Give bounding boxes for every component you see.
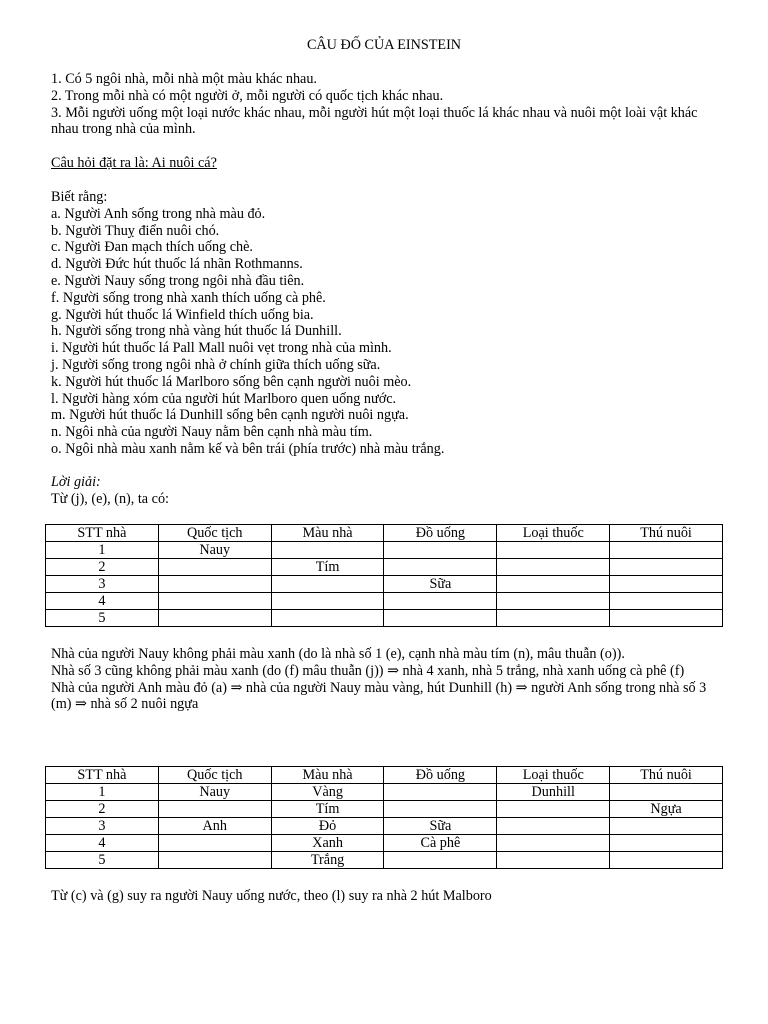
table-cell: Vàng bbox=[271, 784, 384, 801]
reasoning-line: Nhà của người Anh màu đỏ (a) ⇒ nhà của người Nauy màu vàng, hút Dunhill (h) ⇒ người Anh sống trong nhà số 3 bbox=[51, 679, 707, 696]
clue-item: h. Người sống trong nhà vàng hút thuốc lá Dunhill. bbox=[51, 323, 342, 340]
table-cell bbox=[610, 818, 723, 835]
header-cell: Thú nuôi bbox=[610, 525, 723, 542]
table-cell bbox=[610, 593, 723, 610]
conclusion-text: Từ (c) và (g) suy ra người Nauy uống nước, theo (l) suy ra nhà 2 hút Malboro bbox=[51, 888, 492, 904]
clue-item: j. Người sống trong ngôi nhà ở chính giữa thích uống sữa. bbox=[51, 356, 381, 373]
table-cell: Anh bbox=[158, 818, 271, 835]
table-cell bbox=[610, 559, 723, 576]
table-cell: Tím bbox=[271, 801, 384, 818]
clue-item: a. Người Anh sống trong nhà màu đỏ. bbox=[51, 205, 266, 222]
table-cell: Xanh bbox=[271, 835, 384, 852]
table-cell bbox=[271, 576, 384, 593]
reasoning-line: (m) ⇒ nhà số 2 nuôi ngựa bbox=[51, 696, 199, 713]
clue-item: m. Người hút thuốc lá Dunhill sống bên cạnh người nuôi ngựa. bbox=[51, 407, 409, 424]
table-partial-solution bbox=[45, 766, 723, 869]
table-row bbox=[46, 818, 723, 835]
table-cell bbox=[384, 852, 497, 869]
table-cell bbox=[384, 593, 497, 610]
table-cell: 1 bbox=[46, 784, 159, 801]
table-cell bbox=[158, 835, 271, 852]
table-row bbox=[46, 852, 723, 869]
table-row bbox=[46, 784, 723, 801]
header-cell: Màu nhà bbox=[271, 525, 384, 542]
solution-intro: Từ (j), (e), (n), ta có: bbox=[51, 490, 169, 507]
table-cell bbox=[610, 542, 723, 559]
header-cell: Đồ uống bbox=[384, 525, 497, 542]
table-cell bbox=[610, 784, 723, 801]
table-cell: Dunhill bbox=[497, 784, 610, 801]
table-cell bbox=[158, 852, 271, 869]
table-cell bbox=[158, 576, 271, 593]
table-header-row bbox=[46, 525, 723, 542]
table-cell bbox=[384, 610, 497, 627]
table-initial-grid bbox=[45, 524, 723, 627]
table-cell: Tím bbox=[271, 559, 384, 576]
table-cell: Ngựa bbox=[610, 801, 723, 818]
table-cell bbox=[497, 542, 610, 559]
table-cell bbox=[271, 610, 384, 627]
table-cell bbox=[158, 559, 271, 576]
header-cell: Thú nuôi bbox=[610, 767, 723, 784]
header-cell: Loại thuốc bbox=[497, 525, 610, 542]
clue-item: i. Người hút thuốc lá Pall Mall nuôi vẹt trong nhà của mình. bbox=[51, 340, 392, 357]
table-row bbox=[46, 559, 723, 576]
table-cell bbox=[497, 835, 610, 852]
reasoning-paragraphs bbox=[51, 646, 717, 713]
table-cell bbox=[610, 835, 723, 852]
header-cell: Quốc tịch bbox=[158, 525, 271, 542]
table-cell: 3 bbox=[46, 576, 159, 593]
clue-item: b. Người Thuỵ điển nuôi chó. bbox=[51, 222, 220, 239]
document-title: CÂU ĐỐ CỦA EINSTEIN bbox=[306, 37, 462, 53]
table-cell bbox=[497, 593, 610, 610]
table-cell bbox=[497, 610, 610, 627]
clue-item: l. Người hàng xóm của người hút Marlboro quen uống nước. bbox=[51, 390, 397, 407]
premise-item: 3. Mỗi người uống một loại nước khác nhau, mỗi người hút một loại thuốc lá khác nhau và nuôi một loài vật khác nhau trong nhà của mình. bbox=[51, 104, 698, 138]
header-cell: Màu nhà bbox=[271, 767, 384, 784]
table-cell: 5 bbox=[46, 852, 159, 869]
clue-item: k. Người hút thuốc lá Marlboro sống bên cạnh người nuôi mèo. bbox=[51, 373, 412, 390]
table-cell bbox=[158, 801, 271, 818]
header-cell: Đồ uống bbox=[384, 767, 497, 784]
solution-heading: Lời giải: bbox=[51, 474, 101, 490]
table-cell bbox=[384, 559, 497, 576]
table-cell bbox=[384, 542, 497, 559]
table-cell bbox=[497, 801, 610, 818]
premise-item: 1. Có 5 ngôi nhà, mỗi nhà một màu khác nhau. bbox=[51, 71, 317, 87]
premise-item: 2. Trong mỗi nhà có một người ở, mỗi người có quốc tịch khác nhau. bbox=[51, 87, 444, 104]
table-cell: Nauy bbox=[158, 542, 271, 559]
table-cell: Cà phê bbox=[384, 835, 497, 852]
header-cell: STT nhà bbox=[46, 767, 159, 784]
table-header-row bbox=[46, 767, 723, 784]
table-cell bbox=[497, 559, 610, 576]
clue-item: c. Người Đan mạch thích uống chè. bbox=[51, 239, 253, 256]
clue-item: o. Ngôi nhà màu xanh nằm kế và bên trái (phía trước) nhà màu trắng. bbox=[51, 440, 445, 457]
table-cell: 1 bbox=[46, 542, 159, 559]
table-cell bbox=[384, 801, 497, 818]
table-cell bbox=[158, 610, 271, 627]
table-row bbox=[46, 593, 723, 610]
table-cell bbox=[271, 593, 384, 610]
table-cell bbox=[384, 784, 497, 801]
table-cell: 4 bbox=[46, 593, 159, 610]
table-cell bbox=[158, 593, 271, 610]
clue-item: f. Người sống trong nhà xanh thích uống cà phê. bbox=[51, 289, 326, 306]
table-row bbox=[46, 801, 723, 818]
table-cell: 2 bbox=[46, 559, 159, 576]
table-cell bbox=[271, 542, 384, 559]
table-cell: Nauy bbox=[158, 784, 271, 801]
clues-list bbox=[51, 189, 717, 458]
table-row bbox=[46, 610, 723, 627]
table-cell: Sữa bbox=[384, 576, 497, 593]
table-cell: 4 bbox=[46, 835, 159, 852]
clue-item: e. Người Nauy sống trong ngôi nhà đầu tiên. bbox=[51, 272, 305, 289]
table-cell: 5 bbox=[46, 610, 159, 627]
header-cell: STT nhà bbox=[46, 525, 159, 542]
table-cell bbox=[610, 576, 723, 593]
reasoning-line: Nhà số 3 cũng không phải màu xanh (do (f) mâu thuẫn (j)) ⇒ nhà 4 xanh, nhà 5 trắng, nhà xanh uống cà phê (f) bbox=[51, 662, 685, 679]
clue-item: g. Người hút thuốc lá Winfield thích uống bia. bbox=[51, 306, 314, 323]
premises-list bbox=[51, 71, 717, 138]
table-cell: Sữa bbox=[384, 818, 497, 835]
table-cell: Đỏ bbox=[271, 818, 384, 835]
table-cell: 3 bbox=[46, 818, 159, 835]
header-cell: Quốc tịch bbox=[158, 767, 271, 784]
known-heading: Biết rằng: bbox=[51, 189, 108, 205]
table-cell bbox=[497, 818, 610, 835]
reasoning-line: Nhà của người Nauy không phải màu xanh (do là nhà số 1 (e), cạnh nhà màu tím (n), mâu thuẫn (o)). bbox=[51, 646, 625, 662]
table-cell: 2 bbox=[46, 801, 159, 818]
clue-item: n. Ngôi nhà của người Nauy nằm bên cạnh nhà màu tím. bbox=[51, 424, 373, 441]
table-row bbox=[46, 835, 723, 852]
clue-item: d. Người Đức hút thuốc lá nhãn Rothmanns. bbox=[51, 256, 303, 273]
table-row bbox=[46, 576, 723, 593]
table-cell bbox=[497, 576, 610, 593]
table-cell bbox=[610, 852, 723, 869]
question-text: Câu hỏi đặt ra là: Ai nuôi cá? bbox=[51, 155, 217, 171]
table-cell: Trắng bbox=[271, 852, 384, 869]
header-cell: Loại thuốc bbox=[497, 767, 610, 784]
table-row bbox=[46, 542, 723, 559]
table-cell bbox=[497, 852, 610, 869]
table-cell bbox=[610, 610, 723, 627]
